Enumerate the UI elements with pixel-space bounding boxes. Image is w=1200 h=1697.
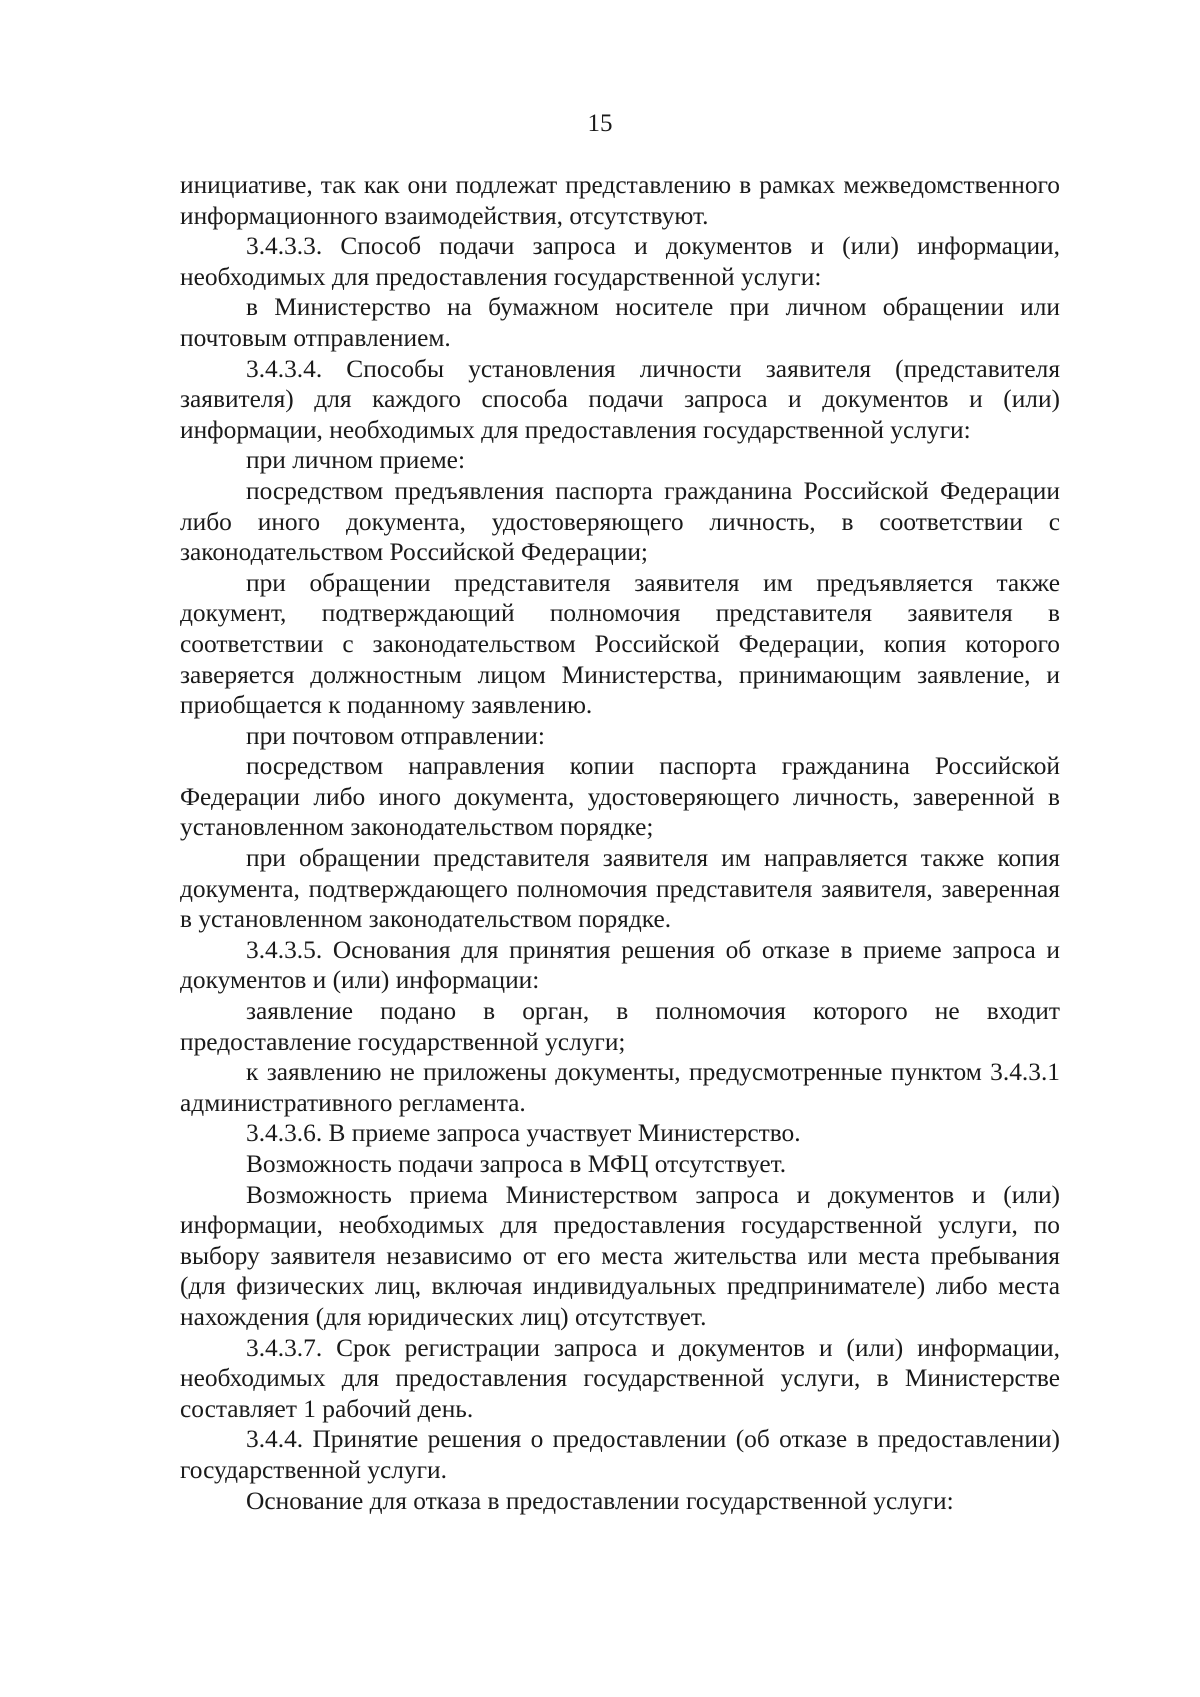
paragraph: посредством предъявления паспорта гражданина Российской Федерации либо иного документа, удостоверяющего личность, в соответствии с законодательством Российской Федерации; bbox=[180, 476, 1060, 567]
paragraph: 3.4.3.6. В приеме запроса участвует Министерство. bbox=[246, 1119, 801, 1148]
paragraph: 3.4.3.4. Способы установления личности заявителя (представителя заявителя) для каждого способа подачи запроса и документов и (или) информации, необходимых для предоставления государственной услуги: bbox=[180, 354, 1060, 444]
page-number: 15 bbox=[587, 110, 613, 137]
paragraph: посредством направления копии паспорта гражданина Российской Федерации либо иного документа, удостоверяющего личность, заверенной в установленном законодательством порядке; bbox=[180, 752, 1060, 842]
paragraph: заявление подано в орган, в полномочия которого не входит предоставление государственной услуги; bbox=[180, 997, 1060, 1056]
paragraph: при обращении представителя заявителя им предъявляется также документ, подтверждающий полномочия представителя заявителя в соответствии с законодательством Российской Федерации, копия которого заверяется должностным лицом Министерства, принимающим заявление, и приобщается к поданному заявлению. bbox=[180, 568, 1060, 720]
paragraph: 3.4.3.7. Срок регистрации запроса и документов и (или) информации, необходимых для предоставления государственной услуги, в Министерстве составляет 1 рабочий день. bbox=[180, 1333, 1060, 1423]
paragraph: при обращении представителя заявителя им направляется также копия документа, подтверждающего полномочия представителя заявителя, заверенная в установленном законодательством порядке. bbox=[180, 844, 1060, 934]
paragraph: при почтовом отправлении: bbox=[246, 721, 545, 750]
paragraph: Возможность подачи запроса в МФЦ отсутствует. bbox=[246, 1150, 787, 1178]
paragraph: в Министерство на бумажном носителе при личном обращении или почтовым отправлением. bbox=[180, 293, 1060, 352]
paragraph: 3.4.4. Принятие решения о предоставлении (об отказе в предоставлении) государственной услуги. bbox=[180, 1425, 1060, 1484]
paragraph: 3.4.3.5. Основания для принятия решения об отказе в приеме запроса и документов и (или) информации: bbox=[180, 935, 1060, 995]
paragraph: инициативе, так как они подлежат представлению в рамках межведомственного информационного взаимодействия, отсутствуют. bbox=[180, 171, 1060, 230]
document-body bbox=[180, 170, 1060, 1516]
paragraph: при личном приеме: bbox=[246, 446, 465, 475]
paragraph: к заявлению не приложены документы, предусмотренные пунктом 3.4.3.1 административного регламента. bbox=[180, 1058, 1060, 1117]
paragraph: Основание для отказа в предоставлении государственной услуги: bbox=[246, 1486, 954, 1515]
paragraph: 3.4.3.3. Способ подачи запроса и документов и (или) информации, необходимых для предоставления государственной услуги: bbox=[180, 232, 1060, 291]
paragraph: Возможность приема Министерством запроса и документов и (или) информации, необходимых для предоставления государственной услуги, по выбору заявителя независимо от его места жительства или места пребывания (для физических лиц, включая индивидуальных предпринимателе) либо места нахождения (для юридических лиц) отсутствует. bbox=[180, 1180, 1060, 1331]
